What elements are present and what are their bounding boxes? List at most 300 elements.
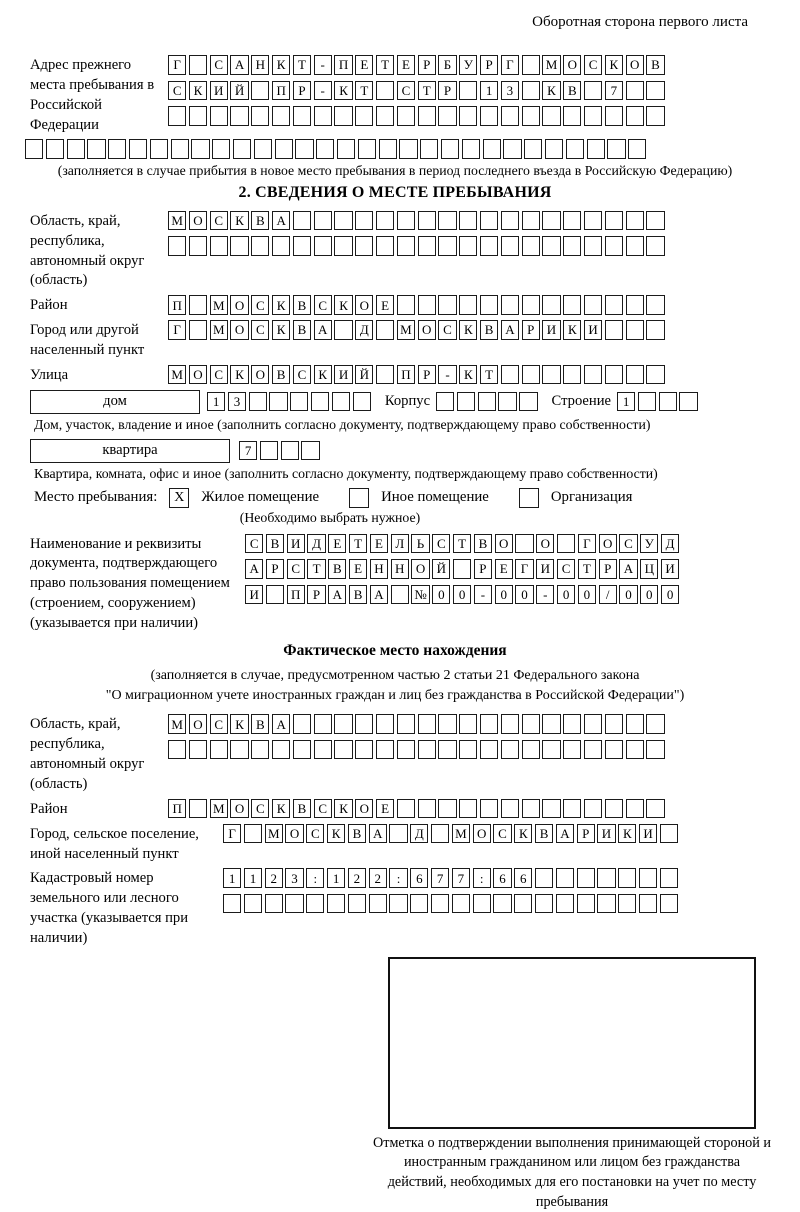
char-cell[interactable]: -	[474, 585, 492, 605]
char-cell[interactable]: П	[168, 295, 186, 315]
char-cell[interactable]: А	[619, 559, 637, 579]
char-cell[interactable]: Т	[453, 534, 471, 554]
char-cell[interactable]	[311, 392, 329, 412]
char-cell[interactable]: Г	[515, 559, 533, 579]
char-cell[interactable]	[348, 894, 366, 914]
char-cell[interactable]	[597, 894, 615, 914]
char-cell[interactable]	[251, 81, 269, 101]
char-cell[interactable]: К	[334, 81, 352, 101]
char-cell[interactable]: Е	[495, 559, 513, 579]
char-cell[interactable]: 1	[617, 392, 635, 412]
char-cell[interactable]	[626, 799, 644, 819]
char-cell[interactable]: 0	[661, 585, 679, 605]
char-cell[interactable]: А	[272, 211, 290, 231]
char-cell[interactable]: А	[370, 585, 388, 605]
fact-region-row-1[interactable]	[168, 714, 665, 734]
char-cell[interactable]	[418, 714, 436, 734]
stroenie-cells[interactable]	[617, 392, 698, 412]
char-cell[interactable]: -	[314, 55, 332, 75]
char-cell[interactable]: Г	[168, 55, 186, 75]
char-cell[interactable]	[327, 894, 345, 914]
char-cell[interactable]	[462, 139, 480, 159]
char-cell[interactable]	[389, 894, 407, 914]
char-cell[interactable]	[376, 81, 394, 101]
char-cell[interactable]: 0	[432, 585, 450, 605]
char-cell[interactable]	[212, 139, 230, 159]
char-cell[interactable]	[459, 295, 477, 315]
char-cell[interactable]	[230, 740, 248, 760]
char-cell[interactable]: У	[459, 55, 477, 75]
char-cell[interactable]	[334, 320, 352, 340]
char-cell[interactable]	[501, 211, 519, 231]
char-cell[interactable]	[210, 106, 228, 126]
char-cell[interactable]: К	[230, 211, 248, 231]
char-cell[interactable]: И	[542, 320, 560, 340]
char-cell[interactable]	[556, 868, 574, 888]
char-cell[interactable]: М	[265, 824, 283, 844]
char-cell[interactable]	[397, 106, 415, 126]
char-cell[interactable]: А	[501, 320, 519, 340]
char-cell[interactable]	[480, 714, 498, 734]
char-cell[interactable]: П	[287, 585, 305, 605]
char-cell[interactable]	[478, 392, 496, 412]
char-cell[interactable]: С	[438, 320, 456, 340]
char-cell[interactable]: 2	[265, 868, 283, 888]
char-cell[interactable]	[605, 236, 623, 256]
char-cell[interactable]: :	[389, 868, 407, 888]
char-cell[interactable]	[108, 139, 126, 159]
char-cell[interactable]: Р	[438, 81, 456, 101]
apartment-type-box[interactable]: квартира	[30, 439, 230, 463]
char-cell[interactable]	[480, 211, 498, 231]
char-cell[interactable]: А	[230, 55, 248, 75]
char-cell[interactable]	[646, 106, 664, 126]
house-number-cells[interactable]	[207, 392, 371, 412]
char-cell[interactable]: 2	[369, 868, 387, 888]
char-cell[interactable]: Р	[418, 55, 436, 75]
char-cell[interactable]	[410, 894, 428, 914]
char-cell[interactable]: 1	[244, 868, 262, 888]
char-cell[interactable]	[501, 295, 519, 315]
char-cell[interactable]	[46, 139, 64, 159]
char-cell[interactable]: 1	[207, 392, 225, 412]
char-cell[interactable]	[605, 211, 623, 231]
fact-region-row-2[interactable]	[168, 740, 665, 760]
char-cell[interactable]: И	[639, 824, 657, 844]
char-cell[interactable]	[391, 585, 409, 605]
char-cell[interactable]	[67, 139, 85, 159]
char-cell[interactable]: Р	[522, 320, 540, 340]
char-cell[interactable]: О	[355, 799, 373, 819]
char-cell[interactable]: К	[272, 295, 290, 315]
char-cell[interactable]	[522, 714, 540, 734]
char-cell[interactable]: К	[542, 81, 560, 101]
char-cell[interactable]: В	[293, 320, 311, 340]
char-cell[interactable]	[577, 894, 595, 914]
char-cell[interactable]: С	[287, 559, 305, 579]
char-cell[interactable]: Р	[577, 824, 595, 844]
char-cell[interactable]	[272, 740, 290, 760]
char-cell[interactable]	[542, 799, 560, 819]
char-cell[interactable]: С	[432, 534, 450, 554]
char-cell[interactable]	[597, 868, 615, 888]
char-cell[interactable]: В	[348, 824, 366, 844]
char-cell[interactable]	[438, 714, 456, 734]
char-cell[interactable]: 6	[493, 868, 511, 888]
char-cell[interactable]: Р	[293, 81, 311, 101]
char-cell[interactable]: И	[536, 559, 554, 579]
char-cell[interactable]: Й	[432, 559, 450, 579]
char-cell[interactable]	[249, 392, 267, 412]
char-cell[interactable]: К	[189, 81, 207, 101]
char-cell[interactable]: В	[272, 365, 290, 385]
char-cell[interactable]	[605, 714, 623, 734]
char-cell[interactable]	[566, 139, 584, 159]
char-cell[interactable]	[397, 211, 415, 231]
char-cell[interactable]: 2	[348, 868, 366, 888]
char-cell[interactable]: С	[210, 714, 228, 734]
char-cell[interactable]: С	[210, 365, 228, 385]
char-cell[interactable]	[334, 236, 352, 256]
checkbox-inoe[interactable]	[349, 488, 369, 508]
char-cell[interactable]	[584, 295, 602, 315]
char-cell[interactable]: М	[397, 320, 415, 340]
char-cell[interactable]	[171, 139, 189, 159]
char-cell[interactable]	[189, 106, 207, 126]
char-cell[interactable]	[626, 740, 644, 760]
char-cell[interactable]: 0	[578, 585, 596, 605]
char-cell[interactable]	[459, 81, 477, 101]
char-cell[interactable]	[638, 392, 656, 412]
char-cell[interactable]	[168, 740, 186, 760]
char-cell[interactable]: С	[293, 365, 311, 385]
char-cell[interactable]: К	[230, 714, 248, 734]
char-cell[interactable]: И	[287, 534, 305, 554]
char-cell[interactable]	[87, 139, 105, 159]
char-cell[interactable]	[189, 55, 207, 75]
char-cell[interactable]	[584, 799, 602, 819]
char-cell[interactable]: 1	[480, 81, 498, 101]
char-cell[interactable]	[605, 799, 623, 819]
char-cell[interactable]	[480, 106, 498, 126]
char-cell[interactable]	[515, 534, 533, 554]
char-cell[interactable]	[501, 714, 519, 734]
char-cell[interactable]	[376, 365, 394, 385]
char-cell[interactable]	[438, 236, 456, 256]
char-cell[interactable]: Д	[410, 824, 428, 844]
char-cell[interactable]	[438, 740, 456, 760]
char-cell[interactable]: №	[411, 585, 429, 605]
char-cell[interactable]	[314, 211, 332, 231]
char-cell[interactable]	[483, 139, 501, 159]
street-row[interactable]	[168, 365, 665, 385]
char-cell[interactable]	[272, 236, 290, 256]
char-cell[interactable]	[480, 236, 498, 256]
char-cell[interactable]	[626, 714, 644, 734]
char-cell[interactable]: Й	[355, 365, 373, 385]
char-cell[interactable]: Л	[391, 534, 409, 554]
char-cell[interactable]	[545, 139, 563, 159]
char-cell[interactable]	[498, 392, 516, 412]
char-cell[interactable]: О	[418, 320, 436, 340]
char-cell[interactable]	[473, 894, 491, 914]
char-cell[interactable]	[459, 740, 477, 760]
char-cell[interactable]: С	[493, 824, 511, 844]
char-cell[interactable]: С	[584, 55, 602, 75]
char-cell[interactable]: Р	[418, 365, 436, 385]
apartment-number-cells[interactable]	[239, 441, 320, 461]
char-cell[interactable]	[418, 799, 436, 819]
char-cell[interactable]	[503, 139, 521, 159]
char-cell[interactable]: О	[230, 320, 248, 340]
char-cell[interactable]	[514, 894, 532, 914]
char-cell[interactable]: О	[189, 211, 207, 231]
char-cell[interactable]	[605, 295, 623, 315]
char-cell[interactable]: К	[272, 799, 290, 819]
char-cell[interactable]: П	[334, 55, 352, 75]
char-cell[interactable]: 0	[515, 585, 533, 605]
char-cell[interactable]: В	[266, 534, 284, 554]
prev-address-row-4[interactable]	[25, 139, 760, 159]
char-cell[interactable]	[659, 392, 677, 412]
char-cell[interactable]	[501, 236, 519, 256]
char-cell[interactable]: М	[210, 320, 228, 340]
char-cell[interactable]	[618, 894, 636, 914]
char-cell[interactable]	[563, 211, 581, 231]
char-cell[interactable]	[584, 211, 602, 231]
char-cell[interactable]: С	[251, 320, 269, 340]
char-cell[interactable]	[266, 585, 284, 605]
char-cell[interactable]: -	[314, 81, 332, 101]
char-cell[interactable]: С	[210, 55, 228, 75]
char-cell[interactable]: 6	[410, 868, 428, 888]
char-cell[interactable]	[542, 295, 560, 315]
char-cell[interactable]	[389, 824, 407, 844]
char-cell[interactable]	[301, 441, 319, 461]
char-cell[interactable]: О	[285, 824, 303, 844]
char-cell[interactable]	[332, 392, 350, 412]
char-cell[interactable]	[397, 740, 415, 760]
char-cell[interactable]: -	[438, 365, 456, 385]
char-cell[interactable]	[285, 894, 303, 914]
char-cell[interactable]	[459, 236, 477, 256]
char-cell[interactable]	[626, 106, 644, 126]
char-cell[interactable]	[522, 106, 540, 126]
char-cell[interactable]	[295, 139, 313, 159]
char-cell[interactable]	[524, 139, 542, 159]
char-cell[interactable]	[542, 740, 560, 760]
char-cell[interactable]	[418, 211, 436, 231]
char-cell[interactable]: О	[230, 799, 248, 819]
char-cell[interactable]: С	[314, 799, 332, 819]
char-cell[interactable]	[584, 740, 602, 760]
char-cell[interactable]: Е	[370, 534, 388, 554]
char-cell[interactable]	[438, 211, 456, 231]
char-cell[interactable]: /	[599, 585, 617, 605]
district-row[interactable]	[168, 295, 665, 315]
char-cell[interactable]	[189, 799, 207, 819]
char-cell[interactable]	[293, 211, 311, 231]
char-cell[interactable]	[436, 392, 454, 412]
char-cell[interactable]	[556, 894, 574, 914]
char-cell[interactable]: Б	[438, 55, 456, 75]
char-cell[interactable]: Т	[307, 559, 325, 579]
char-cell[interactable]	[281, 441, 299, 461]
char-cell[interactable]: О	[189, 365, 207, 385]
char-cell[interactable]	[626, 236, 644, 256]
char-cell[interactable]	[168, 106, 186, 126]
char-cell[interactable]	[605, 365, 623, 385]
char-cell[interactable]: Р	[480, 55, 498, 75]
char-cell[interactable]	[563, 106, 581, 126]
char-cell[interactable]	[189, 320, 207, 340]
char-cell[interactable]	[626, 365, 644, 385]
char-cell[interactable]	[646, 365, 664, 385]
char-cell[interactable]	[272, 106, 290, 126]
char-cell[interactable]	[563, 236, 581, 256]
char-cell[interactable]	[626, 295, 644, 315]
char-cell[interactable]	[210, 740, 228, 760]
char-cell[interactable]	[522, 740, 540, 760]
char-cell[interactable]: Д	[307, 534, 325, 554]
char-cell[interactable]	[557, 534, 575, 554]
char-cell[interactable]	[251, 236, 269, 256]
char-cell[interactable]	[452, 894, 470, 914]
char-cell[interactable]: Е	[349, 559, 367, 579]
char-cell[interactable]	[306, 894, 324, 914]
char-cell[interactable]	[293, 106, 311, 126]
char-cell[interactable]: В	[474, 534, 492, 554]
char-cell[interactable]: Г	[223, 824, 241, 844]
char-cell[interactable]: С	[251, 799, 269, 819]
char-cell[interactable]	[418, 106, 436, 126]
char-cell[interactable]: О	[411, 559, 429, 579]
char-cell[interactable]	[420, 139, 438, 159]
char-cell[interactable]	[244, 894, 262, 914]
char-cell[interactable]	[260, 441, 278, 461]
char-cell[interactable]	[337, 139, 355, 159]
char-cell[interactable]: О	[495, 534, 513, 554]
prev-address-row-1[interactable]	[168, 55, 665, 75]
char-cell[interactable]	[535, 894, 553, 914]
char-cell[interactable]	[334, 211, 352, 231]
char-cell[interactable]	[418, 295, 436, 315]
char-cell[interactable]: В	[349, 585, 367, 605]
char-cell[interactable]	[210, 236, 228, 256]
char-cell[interactable]: 6	[514, 868, 532, 888]
char-cell[interactable]	[223, 894, 241, 914]
char-cell[interactable]: С	[210, 211, 228, 231]
char-cell[interactable]: 3	[501, 81, 519, 101]
char-cell[interactable]	[639, 868, 657, 888]
char-cell[interactable]	[293, 740, 311, 760]
char-cell[interactable]	[679, 392, 697, 412]
char-cell[interactable]: 1	[223, 868, 241, 888]
char-cell[interactable]	[628, 139, 646, 159]
char-cell[interactable]	[501, 106, 519, 126]
cadastre-row-2[interactable]	[223, 894, 678, 914]
char-cell[interactable]	[563, 799, 581, 819]
char-cell[interactable]: А	[369, 824, 387, 844]
char-cell[interactable]	[535, 868, 553, 888]
char-cell[interactable]	[639, 894, 657, 914]
char-cell[interactable]	[519, 392, 537, 412]
char-cell[interactable]: К	[334, 295, 352, 315]
char-cell[interactable]: Е	[397, 55, 415, 75]
char-cell[interactable]: О	[563, 55, 581, 75]
char-cell[interactable]: И	[334, 365, 352, 385]
char-cell[interactable]	[522, 799, 540, 819]
char-cell[interactable]	[577, 868, 595, 888]
char-cell[interactable]: Е	[376, 295, 394, 315]
char-cell[interactable]	[646, 295, 664, 315]
fact-district-row[interactable]	[168, 799, 665, 819]
char-cell[interactable]: В	[251, 211, 269, 231]
char-cell[interactable]	[230, 106, 248, 126]
char-cell[interactable]: У	[640, 534, 658, 554]
char-cell[interactable]	[316, 139, 334, 159]
char-cell[interactable]	[189, 295, 207, 315]
char-cell[interactable]	[355, 236, 373, 256]
char-cell[interactable]: 1	[327, 868, 345, 888]
char-cell[interactable]	[275, 139, 293, 159]
char-cell[interactable]: С	[314, 295, 332, 315]
char-cell[interactable]: В	[563, 81, 581, 101]
char-cell[interactable]: В	[480, 320, 498, 340]
char-cell[interactable]	[542, 365, 560, 385]
char-cell[interactable]: И	[661, 559, 679, 579]
char-cell[interactable]: О	[189, 714, 207, 734]
char-cell[interactable]	[646, 740, 664, 760]
char-cell[interactable]	[542, 106, 560, 126]
char-cell[interactable]	[626, 81, 644, 101]
char-cell[interactable]	[353, 392, 371, 412]
char-cell[interactable]: Т	[293, 55, 311, 75]
char-cell[interactable]	[501, 740, 519, 760]
city-row[interactable]	[168, 320, 665, 340]
char-cell[interactable]	[293, 236, 311, 256]
char-cell[interactable]	[269, 392, 287, 412]
char-cell[interactable]: С	[397, 81, 415, 101]
char-cell[interactable]: А	[328, 585, 346, 605]
char-cell[interactable]	[25, 139, 43, 159]
char-cell[interactable]: В	[646, 55, 664, 75]
char-cell[interactable]	[376, 211, 394, 231]
region-row-2[interactable]	[168, 236, 665, 256]
char-cell[interactable]	[376, 714, 394, 734]
char-cell[interactable]: К	[230, 365, 248, 385]
char-cell[interactable]: С	[306, 824, 324, 844]
region-row-1[interactable]	[168, 211, 665, 231]
char-cell[interactable]: К	[514, 824, 532, 844]
char-cell[interactable]	[314, 714, 332, 734]
char-cell[interactable]	[189, 236, 207, 256]
char-cell[interactable]: 7	[452, 868, 470, 888]
char-cell[interactable]	[290, 392, 308, 412]
char-cell[interactable]: -	[536, 585, 554, 605]
char-cell[interactable]: Е	[376, 799, 394, 819]
char-cell[interactable]: М	[452, 824, 470, 844]
char-cell[interactable]	[438, 295, 456, 315]
char-cell[interactable]: В	[293, 295, 311, 315]
char-cell[interactable]	[501, 799, 519, 819]
char-cell[interactable]	[254, 139, 272, 159]
char-cell[interactable]	[397, 714, 415, 734]
char-cell[interactable]: М	[168, 714, 186, 734]
char-cell[interactable]	[522, 211, 540, 231]
char-cell[interactable]	[522, 295, 540, 315]
char-cell[interactable]	[605, 320, 623, 340]
